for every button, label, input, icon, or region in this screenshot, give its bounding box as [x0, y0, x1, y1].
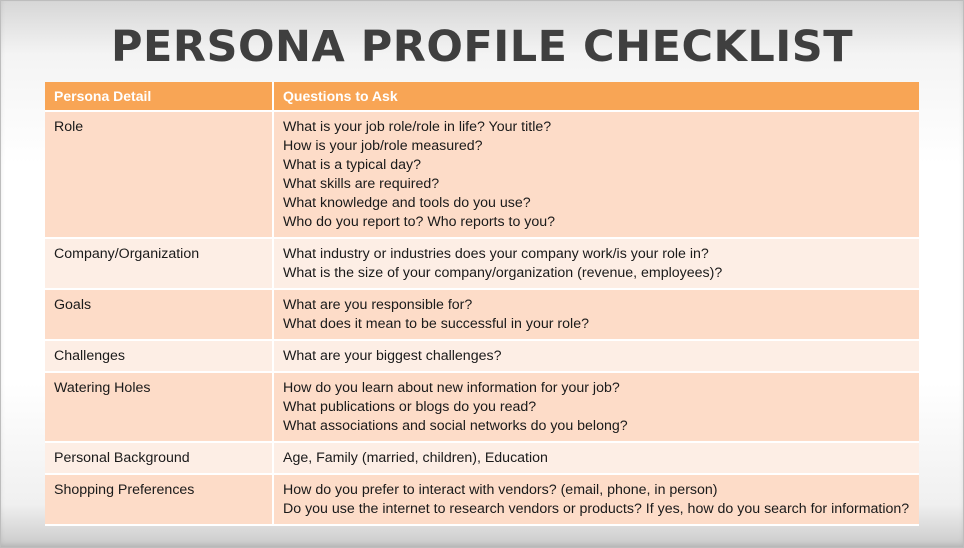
question-text: What are your biggest challenges?	[283, 348, 502, 364]
question-text: What is your job role/role in life? Your title?	[283, 119, 552, 135]
question-text: Who do you report to? Who reports to you?	[283, 214, 556, 230]
question-text: How is your job/role measured?	[283, 138, 483, 154]
questions-cell	[273, 111, 919, 238]
question-text: Age, Family (married, children), Education	[283, 450, 548, 466]
question-text: How do you learn about new information for your job?	[283, 380, 620, 396]
question-text: What industry or industries does your company work/is your role in?	[283, 246, 709, 262]
question-text: What does it mean to be successful in your role?	[283, 316, 589, 332]
page-title: PERSONA PROFILE CHECKLIST	[110, 22, 854, 72]
table-row	[45, 111, 919, 238]
persona-detail-cell: Challenges	[45, 340, 273, 372]
question-text: What publications or blogs do you read?	[283, 399, 537, 415]
questions-cell	[273, 289, 919, 340]
header-questions-to-ask: Questions to Ask	[273, 82, 919, 111]
questions-cell	[273, 372, 919, 442]
persona-detail-cell: Role	[45, 111, 273, 238]
question-text: What associations and social networks do you belong?	[283, 418, 628, 434]
table-row	[45, 289, 919, 340]
persona-detail-cell: Personal Background	[45, 442, 273, 474]
question-text: What is the size of your company/organization (revenue, employees)?	[283, 265, 723, 281]
table-row	[45, 474, 919, 525]
persona-detail-cell: Watering Holes	[45, 372, 273, 442]
question-text: What skills are required?	[283, 176, 440, 192]
persona-detail-cell: Shopping Preferences	[45, 474, 273, 525]
table-header-row	[45, 82, 919, 111]
checklist-table-container	[45, 82, 919, 526]
header-persona-detail: Persona Detail	[45, 82, 273, 111]
questions-cell	[273, 474, 919, 525]
checklist-table	[45, 82, 919, 526]
persona-detail-cell: Goals	[45, 289, 273, 340]
question-text: What knowledge and tools do you use?	[283, 195, 531, 211]
persona-detail-cell: Company/Organization	[45, 238, 273, 289]
question-text: Do you use the internet to research vendors or products? If yes, how do you search for information?	[283, 501, 910, 517]
table-row	[45, 340, 919, 372]
table-row	[45, 442, 919, 474]
table-row	[45, 372, 919, 442]
question-text: What are you responsible for?	[283, 297, 473, 313]
table-row	[45, 238, 919, 289]
question-text: How do you prefer to interact with vendors? (email, phone, in person)	[283, 482, 718, 498]
questions-cell	[273, 340, 919, 372]
questions-cell	[273, 442, 919, 474]
questions-cell	[273, 238, 919, 289]
question-text: What is a typical day?	[283, 157, 421, 173]
